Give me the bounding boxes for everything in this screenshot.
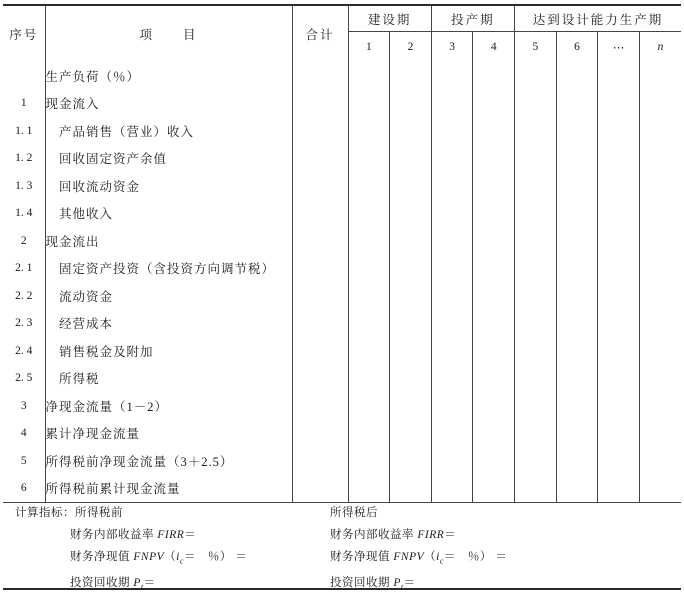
row-serial-number: 5 [3,447,45,475]
row-item-label: 流动资金 [45,282,292,310]
cell-total [292,90,348,118]
ic-subscript: c [179,556,184,566]
table-row [3,62,681,90]
cell-year-2 [390,392,432,420]
cell-year-6 [556,172,598,200]
cell-year-6 [556,117,598,145]
cell-year-ellipsis [598,420,640,448]
cell-year-n [639,227,681,255]
cell-total [292,255,348,283]
cell-year-6 [556,447,598,475]
cell-year-6 [556,282,598,310]
cell-year-n [639,310,681,338]
cell-year-6 [556,145,598,173]
cell-year-3 [431,392,473,420]
cell-year-2 [390,145,432,173]
cell-year-3 [431,337,473,365]
cell-year-5 [515,62,557,90]
cell-year-2 [390,62,432,90]
table-header [3,5,681,62]
cell-year-6 [556,392,598,420]
row-serial-number: 2. 1 [3,255,45,283]
cell-year-n [639,337,681,365]
cell-year-2 [390,310,432,338]
indicators-heading-pretax [15,502,247,524]
row-item-label: 经营成本 [45,310,292,338]
cell-year-n [639,392,681,420]
cell-year-1 [348,447,390,475]
cell-year-5 [515,145,557,173]
cell-year-ellipsis [598,145,640,173]
cell-year-2 [390,172,432,200]
header-total: 合计 [292,5,348,62]
row-serial-number: 4 [3,420,45,448]
row-item-label: 固定资产投资（含投资方向调节税） [45,255,292,283]
cell-year-3 [431,117,473,145]
cell-year-6 [556,200,598,228]
cell-year-3 [431,420,473,448]
cell-year-2 [390,282,432,310]
header-year-4: 4 [473,32,515,63]
cell-year-ellipsis [598,475,640,503]
cell-year-2 [390,200,432,228]
cell-year-ellipsis [598,337,640,365]
row-item-label: 回收流动资金 [45,172,292,200]
cell-year-ellipsis [598,172,640,200]
cell-year-3 [431,447,473,475]
cell-year-1 [348,117,390,145]
table-row [3,365,681,393]
table-body [3,62,681,503]
cell-total [292,392,348,420]
row-item-label: 回收固定资产余值 [45,145,292,173]
cell-year-4 [473,365,515,393]
payback-label: 投资回收期 [70,577,134,590]
cell-year-6 [556,227,598,255]
pt-symbol: P [393,577,401,590]
cell-year-4 [473,310,515,338]
fnpv-symbol: FNPV [393,551,425,563]
cell-year-2 [390,337,432,365]
cell-year-2 [390,255,432,283]
cell-year-4 [473,447,515,475]
payback-formula [70,572,247,598]
row-serial-number: 2 [3,227,45,255]
calculation-indicators-section [3,501,681,590]
indicators-heading-posttax [330,502,507,524]
table-row [3,255,681,283]
cell-year-3 [431,172,473,200]
cell-year-6 [556,337,598,365]
posttax-title: 所得税后 [330,507,378,519]
table-row [3,90,681,118]
cell-year-n [639,475,681,503]
indicators-pretax-column [15,502,247,599]
row-serial-number: 1. 3 [3,172,45,200]
cell-year-n [639,145,681,173]
cell-year-1 [348,62,390,90]
row-item-label: 所得税前累计现金流量 [45,475,292,503]
cell-year-1 [348,337,390,365]
table-row [3,475,681,503]
row-serial-number [3,62,45,90]
cell-year-4 [473,200,515,228]
table-row [3,392,681,420]
cell-year-4 [473,282,515,310]
cell-total [292,62,348,90]
row-item-label: 生产负荷（％） [45,62,292,90]
cell-year-n [639,117,681,145]
cell-year-2 [390,420,432,448]
cell-total [292,282,348,310]
fnpv-paren-open: （ [424,551,437,563]
cell-year-n [639,365,681,393]
header-construction-period: 建设期 [348,5,431,32]
row-serial-number: 3 [3,392,45,420]
row-item-label: 所得税 [45,365,292,393]
cell-year-4 [473,117,515,145]
header-year-5: 5 [515,32,557,63]
row-serial-number: 1. 2 [3,145,45,173]
cell-year-4 [473,90,515,118]
posttax-formulas [330,524,507,599]
cell-year-ellipsis [598,200,640,228]
table-row [3,337,681,365]
firr-equals: ＝ [444,529,457,541]
row-serial-number: 6 [3,475,45,503]
firr-formula [330,524,507,546]
cell-total [292,227,348,255]
cell-total [292,475,348,503]
indicators-label: 计算指标： [15,507,75,519]
header-year-n: n [657,41,664,53]
cell-year-5 [515,117,557,145]
row-serial-number: 1 [3,90,45,118]
pretax-title: 所得税前 [75,507,123,519]
cell-year-4 [473,337,515,365]
cell-year-2 [390,365,432,393]
cell-year-3 [431,475,473,503]
cell-year-ellipsis [598,392,640,420]
header-year-ellipsis: ⋯ [598,32,640,63]
cell-year-3 [431,365,473,393]
cell-year-1 [348,200,390,228]
cell-year-2 [390,475,432,503]
cell-year-ellipsis [598,117,640,145]
cell-year-n [639,172,681,200]
row-item-label: 其他收入 [45,200,292,228]
cell-year-5 [515,475,557,503]
cell-year-1 [348,90,390,118]
table-row [3,447,681,475]
cell-year-1 [348,282,390,310]
fnpv-paren-open: （ [164,551,177,563]
cell-total [292,310,348,338]
cell-year-1 [348,227,390,255]
cell-year-n [639,420,681,448]
cell-year-ellipsis [598,282,640,310]
fnpv-label: 财务净现值 [70,551,134,563]
cell-year-1 [348,310,390,338]
cell-year-1 [348,392,390,420]
cell-year-n [639,62,681,90]
cell-total [292,117,348,145]
cell-year-1 [348,172,390,200]
fnpv-formula [330,546,507,572]
fnpv-symbol: FNPV [133,551,165,563]
cell-year-1 [348,365,390,393]
cell-year-4 [473,227,515,255]
fnpv-equals: ＝ ％） ＝ [443,551,508,563]
fnpv-formula [70,546,247,572]
ic-symbol: i [176,551,180,563]
header-year-1: 1 [348,32,390,63]
cell-total [292,337,348,365]
cell-year-5 [515,90,557,118]
cell-year-4 [473,62,515,90]
row-serial-number: 2. 3 [3,310,45,338]
table-row [3,145,681,173]
row-item-label: 净现金流量（1－2） [45,392,292,420]
cell-year-ellipsis [598,255,640,283]
cell-year-1 [348,145,390,173]
cell-year-1 [348,475,390,503]
cell-year-5 [515,227,557,255]
cell-year-3 [431,282,473,310]
header-year-3: 3 [431,32,473,63]
cell-year-ellipsis [598,90,640,118]
cell-year-1 [348,255,390,283]
payback-equals: ＝ [143,577,156,590]
row-serial-number: 2. 2 [3,282,45,310]
cell-year-4 [473,392,515,420]
cell-year-4 [473,475,515,503]
cell-year-ellipsis [598,310,640,338]
payback-label: 投资回收期 [330,577,394,590]
cell-year-3 [431,62,473,90]
cell-year-5 [515,392,557,420]
fnpv-equals: ＝ ％） ＝ [183,551,248,563]
cell-year-ellipsis [598,62,640,90]
cell-year-6 [556,475,598,503]
cell-year-n [639,90,681,118]
header-item: 项 目 [45,5,292,62]
pt-subscript: t [140,582,144,592]
cell-year-5 [515,420,557,448]
fnpv-label: 财务净现值 [330,551,394,563]
cell-year-ellipsis [598,365,640,393]
table-row [3,227,681,255]
cell-year-4 [473,145,515,173]
cell-total [292,145,348,173]
cell-year-6 [556,365,598,393]
cell-year-5 [515,310,557,338]
firr-label: 财务内部收益率 [330,529,418,541]
cell-year-4 [473,172,515,200]
cell-year-3 [431,90,473,118]
indicators-posttax-column [330,502,507,599]
row-item-label: 产品销售（营业）收入 [45,117,292,145]
cell-year-3 [431,145,473,173]
row-item-label: 现金流入 [45,90,292,118]
cell-year-6 [556,90,598,118]
cell-year-n [639,255,681,283]
header-serial-number: 序号 [3,5,45,62]
header-year-6: 6 [556,32,598,63]
firr-formula [70,524,247,546]
cell-year-1 [348,420,390,448]
row-item-label: 所得税前净现金流量（3＋2.5） [45,447,292,475]
row-serial-number: 2. 4 [3,337,45,365]
row-item-label: 现金流出 [45,227,292,255]
header-startup-period: 投产期 [431,5,514,32]
firr-symbol: FIRR [417,529,445,541]
pt-subscript: t [400,582,404,592]
cell-year-n [639,200,681,228]
cell-year-2 [390,90,432,118]
ic-symbol: i [436,551,440,563]
table-row [3,172,681,200]
pt-symbol: P [133,577,141,590]
table-row [3,282,681,310]
cash-flow-table [3,4,681,503]
cell-year-3 [431,227,473,255]
cell-year-ellipsis [598,447,640,475]
row-serial-number: 2. 5 [3,365,45,393]
row-serial-number: 1. 1 [3,117,45,145]
cell-year-3 [431,255,473,283]
table-row [3,117,681,145]
ic-subscript: c [439,556,444,566]
cell-year-5 [515,255,557,283]
cell-year-4 [473,255,515,283]
cell-year-6 [556,62,598,90]
cell-year-2 [390,117,432,145]
row-serial-number: 1. 4 [3,200,45,228]
row-item-label: 销售税金及附加 [45,337,292,365]
table-row [3,310,681,338]
cell-total [292,200,348,228]
cell-year-5 [515,365,557,393]
cell-year-n [639,282,681,310]
cell-total [292,420,348,448]
cell-year-5 [515,200,557,228]
cell-total [292,447,348,475]
table-row [3,200,681,228]
cell-year-5 [515,172,557,200]
firr-equals: ＝ [184,529,197,541]
cell-year-5 [515,337,557,365]
cell-year-5 [515,447,557,475]
cell-year-3 [431,200,473,228]
cell-year-6 [556,310,598,338]
header-year-2: 2 [390,32,432,63]
cell-year-n [639,447,681,475]
header-design-capacity-period: 达到设计能力生产期 [515,5,682,32]
cell-year-6 [556,255,598,283]
cell-year-6 [556,420,598,448]
cell-year-3 [431,310,473,338]
cell-year-2 [390,227,432,255]
firr-symbol: FIRR [157,529,185,541]
cell-total [292,365,348,393]
firr-label: 财务内部收益率 [70,529,158,541]
payback-equals: ＝ [403,577,416,590]
row-item-label: 累计净现金流量 [45,420,292,448]
pretax-formulas [70,524,247,599]
cell-year-ellipsis [598,227,640,255]
cell-year-5 [515,282,557,310]
cell-year-4 [473,420,515,448]
payback-formula [330,572,507,598]
cell-year-2 [390,447,432,475]
cell-total [292,172,348,200]
table-row [3,420,681,448]
